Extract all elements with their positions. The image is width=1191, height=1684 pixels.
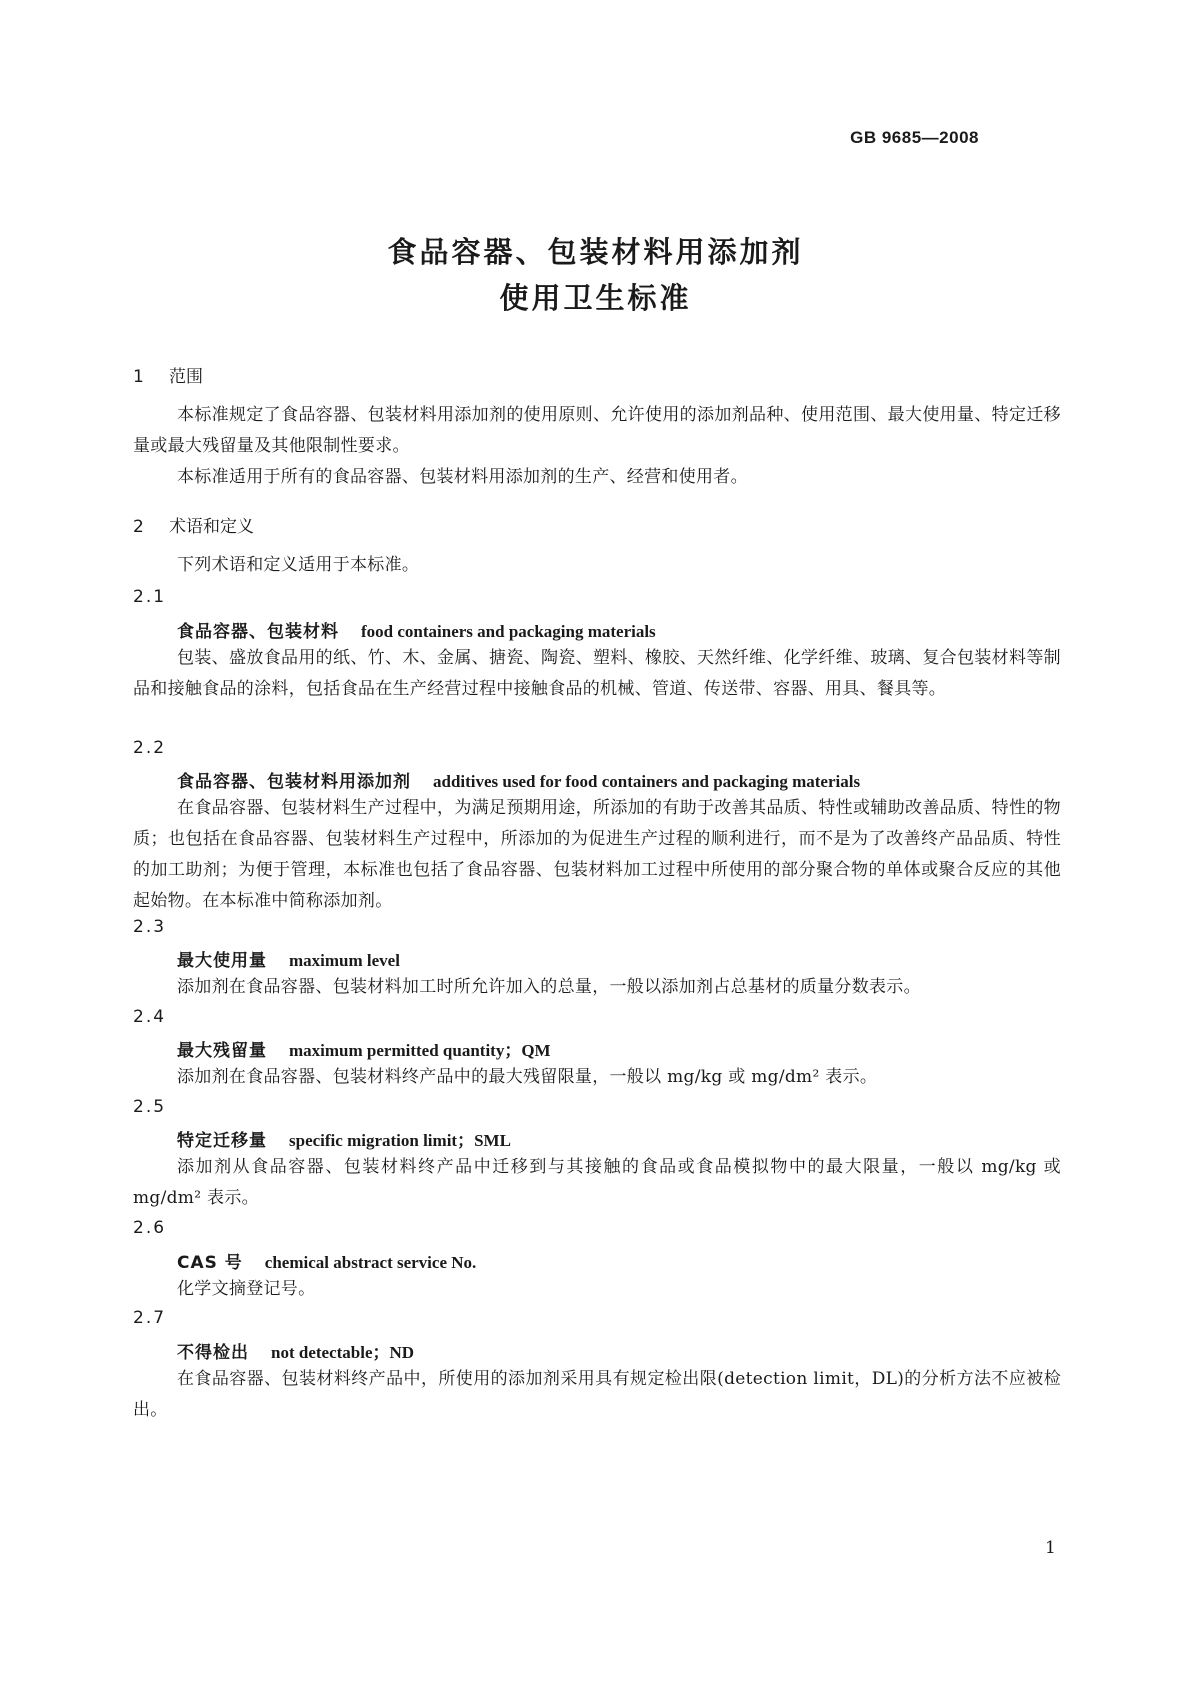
term-definition: 添加剂从食品容器、包装材料终产品中迁移到与其接触的食品或食品模拟物中的最大限量，一般以 mg/kg 或 mg/dm² 表示。 — [133, 1157, 1061, 1208]
section-title: 术语和定义 — [169, 517, 254, 537]
term-english: chemical abstract service No. — [264, 1253, 477, 1272]
term-definition: 包装、盛放食品用的纸、竹、木、金属、搪瓷、陶瓷、塑料、橡胶、天然纤维、化学纤维、玻璃、复合包装材料等制品和接触食品的涂料，包括食品在生产经营过程中接触食品的机械、管道、传送带、容器、用具、餐具等。 — [133, 648, 1061, 699]
term-number: 2.1 — [133, 587, 167, 607]
term-chinese: 食品容器、包装材料 — [177, 622, 339, 642]
term-number: 2.4 — [133, 1007, 167, 1027]
term-definition: 添加剂在食品容器、包装材料终产品中的最大残留限量，一般以 mg/kg 或 mg/dm² 表示。 — [177, 1067, 878, 1087]
term-english: specific migration limit；SML — [289, 1131, 511, 1150]
term-definition: 化学文摘登记号。 — [177, 1279, 316, 1299]
section-number: 1 — [133, 367, 144, 387]
term-chinese: 食品容器、包装材料用添加剂 — [177, 772, 411, 792]
term-number: 2.3 — [133, 917, 167, 937]
document-title-line1: 食品容器、包装材料用添加剂 — [387, 235, 804, 269]
term-definition: 添加剂在食品容器、包装材料加工时所允许加入的总量，一般以添加剂占总基材的质量分数表示。 — [177, 977, 921, 997]
term-number: 2.2 — [133, 738, 167, 758]
term-chinese: 最大使用量 — [177, 951, 267, 971]
standard-code: GB 9685—2008 — [850, 128, 979, 147]
term-english: maximum permitted quantity；QM — [289, 1041, 551, 1060]
section-1-paragraph-2: 本标准适用于所有的食品容器、包装材料用添加剂的生产、经营和使用者。 — [177, 467, 748, 487]
section-2-intro: 下列术语和定义适用于本标准。 — [177, 555, 420, 575]
term-english: food containers and packaging materials — [361, 622, 656, 641]
section-1-paragraph-1: 本标准规定了食品容器、包装材料用添加剂的使用原则、允许使用的添加剂品种、使用范围、最大使用量、特定迁移量或最大残留量及其他限制性要求。 — [133, 405, 1061, 456]
term-chinese: 特定迁移量 — [177, 1131, 267, 1151]
term-number: 2.5 — [133, 1097, 167, 1117]
term-heading — [177, 1338, 414, 1363]
term-chinese: 不得检出 — [177, 1343, 249, 1363]
section-title: 范围 — [169, 367, 203, 387]
term-chinese: 最大残留量 — [177, 1041, 267, 1061]
section-1-heading — [133, 362, 203, 387]
term-heading — [177, 946, 400, 971]
section-2-heading — [133, 512, 254, 537]
term-definition: 在食品容器、包装材料生产过程中，为满足预期用途，所添加的有助于改善其品质、特性或辅助改善品质、特性的物质；也包括在食品容器、包装材料生产过程中，所添加的为促进生产过程的顺利进行，而不是为了改善终产品品质、特性的加工助剂；为便于管理，本标准也包括了食品容器、包装材料加工过程中所使用的部分聚合物的单体或聚合反应的其他起始物。在本标准中简称添加剂。 — [133, 798, 1061, 911]
page-number: 1 — [1045, 1538, 1056, 1558]
section-number: 2 — [133, 517, 144, 537]
term-number: 2.7 — [133, 1308, 167, 1328]
term-english: not detectable；ND — [271, 1343, 415, 1362]
document-title-line2: 使用卫生标准 — [499, 281, 692, 315]
term-heading — [177, 1248, 476, 1273]
term-heading — [177, 767, 860, 792]
term-chinese: CAS 号 — [177, 1253, 243, 1273]
term-definition: 在食品容器、包装材料终产品中，所使用的添加剂采用具有规定检出限(detection limit，DL)的分析方法不应被检出。 — [133, 1369, 1061, 1420]
term-heading — [177, 1036, 551, 1061]
term-number: 2.6 — [133, 1218, 167, 1238]
term-heading — [177, 617, 656, 642]
term-heading — [177, 1126, 511, 1151]
term-english: maximum level — [289, 951, 400, 970]
term-english: additives used for food containers and packaging materials — [433, 772, 861, 791]
